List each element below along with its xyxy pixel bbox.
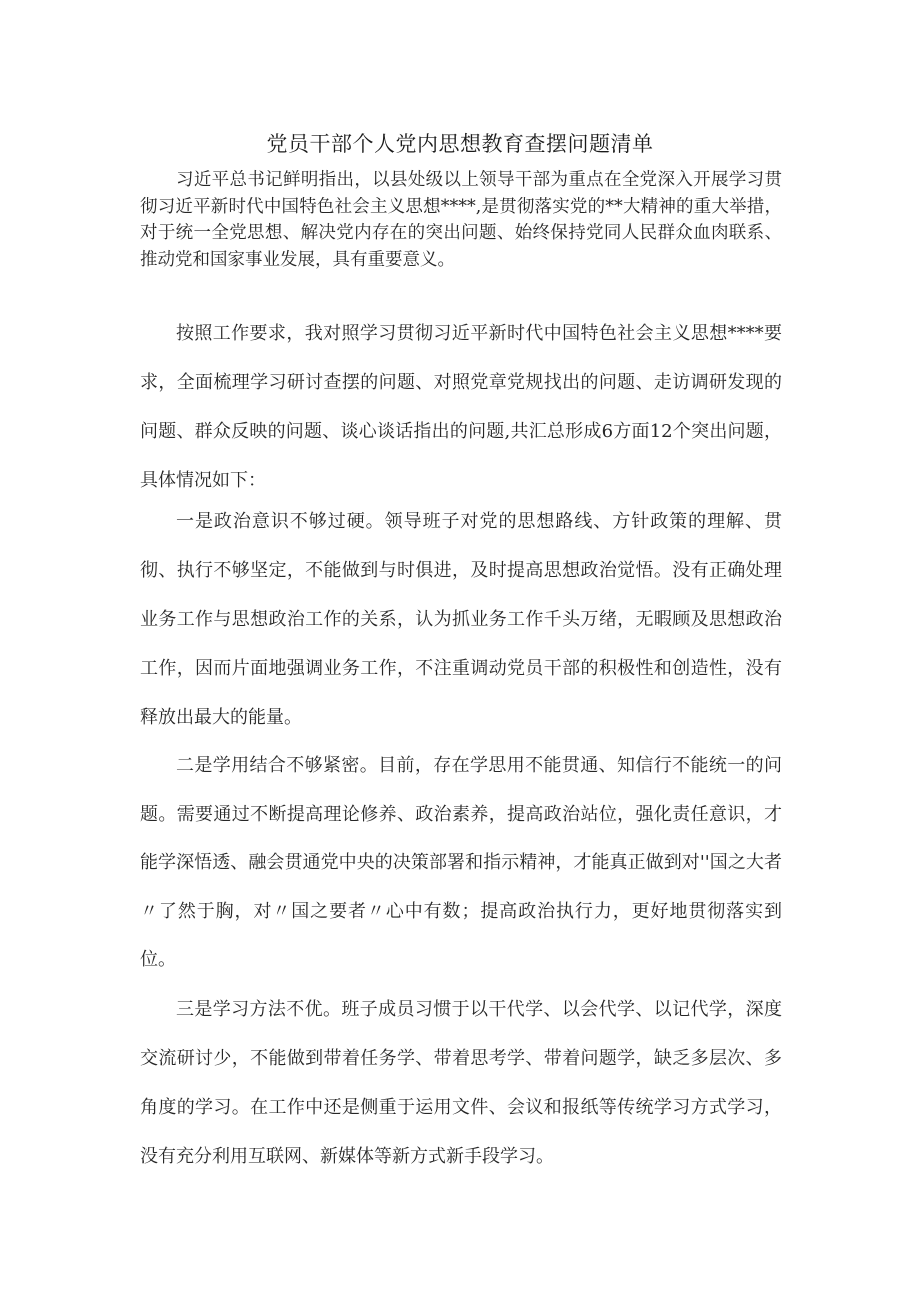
paragraph-overview: 按照工作要求，我对照学习贯彻习近平新时代中国特色社会主义思想****要求，全面梳理学习研讨查摆的问题、对照党章党规找出的问题、走访调研发现的问题、群众反映的问题、谈心谈话指出的问题,共汇总形成6方面12个突出问题，具体情况如下： <box>140 323 782 491</box>
paragraph-issue-2: 二是学用结合不够紧密。目前，存在学思用不能贯通、知信行不能统一的问题。需要通过不断提高理论修养、政治素养，提高政治站位，强化责任意识，才能学深悟透、融会贯通党中央的决策部署和指示精神，才能真正做到对''国之大者〃了然于胸，对〃国之要者〃心中有数；提高政治执行力，更好地贯彻落实到位。 <box>140 755 782 970</box>
paragraph-issue-1: 一是政治意识不够过硬。领导班子对党的思想路线、方针政策的理解、贯彻、执行不够坚定，不能做到与时俱进，及时提高思想政治觉悟。没有正确处理业务工作与思想政治工作的关系，认为抓业务工作千头万绪，无暇顾及思想政治工作，因而片面地强调业务工作，不注重调动党员干部的积极性和创造性，没有释放出最大的能量。 <box>140 511 782 728</box>
document-title: 党员干部个人党内思想教育查摆问题清单 <box>266 132 654 156</box>
paragraph-intro: 习近平总书记鲜明指出，以县处级以上领导干部为重点在全党深入开展学习贯彻习近平新时代中国特色社会主义思想****,是贯彻落实党的**大精神的重大举措，对于统一全党思想、解决党内存在的突出问题、始终保持党同人民群众血肉联系、推动党和国家事业发展，具有重要意义。 <box>140 170 782 270</box>
paragraph-issue-3: 三是学习方法不优。班子成员习惯于以干代学、以会代学、以记代学，深度交流研讨少，不能做到带着任务学、带着思考学、带着问题学，缺乏多层次、多角度的学习。在工作中还是侧重于运用文件、会议和报纸等传统学习方式学习，没有充分利用互联网、新媒体等新方式新手段学习。 <box>140 999 782 1167</box>
